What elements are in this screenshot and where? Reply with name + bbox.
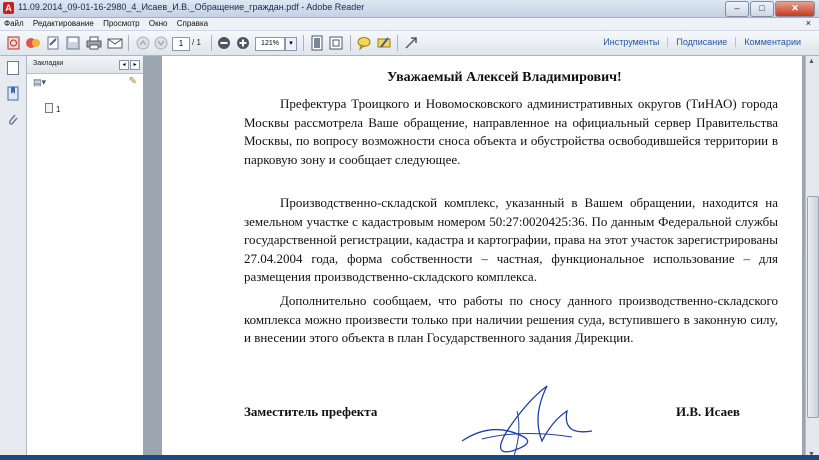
- menu-bar: [0, 18, 819, 30]
- window-controls: [724, 1, 815, 15]
- fit-page-icon[interactable]: [309, 35, 325, 51]
- edit-icon[interactable]: [45, 35, 61, 51]
- bookmarks-toolbar: [27, 74, 143, 90]
- bookmark-item[interactable]: [45, 103, 60, 114]
- navigation-rail: [0, 56, 27, 460]
- scroll-up-icon[interactable]: ▲: [808, 58, 815, 65]
- convert-icon[interactable]: [25, 35, 41, 51]
- paragraph-1: [244, 95, 778, 169]
- bookmarks-icon[interactable]: [6, 86, 20, 102]
- taskbar-edge: [0, 455, 819, 460]
- close-button[interactable]: ✕: [775, 1, 815, 17]
- next-page-icon[interactable]: [153, 35, 169, 51]
- page-count: / 1: [192, 38, 201, 47]
- bookmark-page-icon: [45, 103, 53, 113]
- scrollbar-thumb[interactable]: [807, 196, 819, 418]
- previous-page-icon[interactable]: [135, 35, 151, 51]
- paragraph-2: [244, 194, 778, 287]
- salutation: Уважаемый Алексей Владимирович!: [387, 70, 622, 85]
- email-icon[interactable]: [107, 35, 123, 51]
- paragraph-1-text: Префектура Троицкого и Новомосковского административных округов (ТиНАО) города Москвы рассмотрела Ваше обращение, направленное на официальный сервер Правительства Москвы, по вопросу возможности сноса объекта и обустройства освободившейся территории в парковую зону и сообщает следующее.: [244, 96, 778, 167]
- page-number-input[interactable]: 1: [172, 37, 190, 51]
- toolbar-separator: [350, 35, 351, 51]
- title-bar: [0, 0, 819, 18]
- comments-link[interactable]: Комментарии: [735, 37, 809, 47]
- create-pdf-icon[interactable]: [6, 35, 22, 51]
- handwritten-signature: [452, 381, 602, 460]
- tools-link[interactable]: Инструменты: [603, 37, 660, 47]
- highlight-icon[interactable]: [376, 35, 392, 51]
- new-bookmark-icon[interactable]: ✎: [128, 76, 137, 87]
- paragraph-3-text: Дополнительно сообщаем, что работы по сносу данного производственно-складского комплекса можно произвести только при наличии решения суда, вступившего в законную силу, и внесении этого объекта в план Государственного задания Дирекции.: [244, 293, 778, 345]
- bookmark-options-icon[interactable]: ▤▾: [33, 77, 47, 87]
- menu-file[interactable]: Файл: [4, 19, 24, 28]
- zoom-dropdown-icon[interactable]: ▾: [285, 37, 297, 51]
- signer-name: И.В. Исаев: [676, 404, 740, 419]
- vertical-scrollbar[interactable]: [805, 56, 819, 460]
- task-pane-links: [595, 37, 809, 47]
- bookmark-label: 1: [56, 105, 61, 114]
- minimize-button[interactable]: –: [725, 1, 749, 17]
- maximize-button[interactable]: □: [750, 1, 774, 17]
- expand-icon[interactable]: [403, 35, 419, 51]
- paragraph-2-text: Производственно-складской комплекс, указанный в Вашем обращении, находится на земельном участке с кадастровым номером 50:27:0020425:36. По данным Федеральной службы государственной регистрации, кадастра и картографии, права на этот участок зарегистрированы 27.04.2004 года, форма собственности – частная, функциональное использование – для размещения производственно-складского комплекса.: [244, 195, 778, 284]
- toolbar-separator: [128, 35, 129, 51]
- sign-link[interactable]: Подписание: [667, 37, 735, 47]
- toolbar-separator: [211, 35, 212, 51]
- main-toolbar: [0, 31, 819, 56]
- panel-options-icon[interactable]: ◂: [119, 60, 129, 70]
- full-screen-icon[interactable]: [328, 35, 344, 51]
- zoom-out-icon[interactable]: [216, 35, 232, 51]
- paragraph-3: [244, 292, 778, 348]
- window-title: 11.09.2014_09-01-16-2980_4_Исаев_И.В._Обращение_граждан.pdf - Adobe Reader: [18, 2, 365, 12]
- bookmarks-panel-title: Закладки: [33, 60, 64, 67]
- adobe-reader-icon: A: [3, 2, 14, 14]
- signer-title: Заместитель префекта: [244, 404, 378, 419]
- menu-view[interactable]: Просмотр: [103, 19, 140, 28]
- attachments-icon[interactable]: [6, 112, 20, 128]
- document-viewport[interactable]: [144, 56, 806, 460]
- menu-help[interactable]: Справка: [176, 19, 209, 28]
- toolbar-separator: [397, 35, 398, 51]
- close-document-button[interactable]: ×: [805, 18, 811, 28]
- print-icon[interactable]: [86, 35, 102, 51]
- page-thumbnails-icon[interactable]: [6, 60, 20, 76]
- panel-close-icon[interactable]: ▸: [130, 60, 140, 70]
- zoom-level-input[interactable]: 121%: [255, 37, 285, 51]
- zoom-in-icon[interactable]: [235, 35, 251, 51]
- bookmarks-panel: [27, 56, 144, 460]
- menu-window[interactable]: Окно: [148, 19, 168, 28]
- menu-edit[interactable]: Редактирование: [32, 19, 94, 28]
- save-icon[interactable]: [65, 35, 81, 51]
- pdf-page: [162, 56, 802, 460]
- toolbar-separator: [303, 35, 304, 51]
- bookmarks-panel-header: [27, 56, 143, 74]
- comment-icon[interactable]: [356, 35, 372, 51]
